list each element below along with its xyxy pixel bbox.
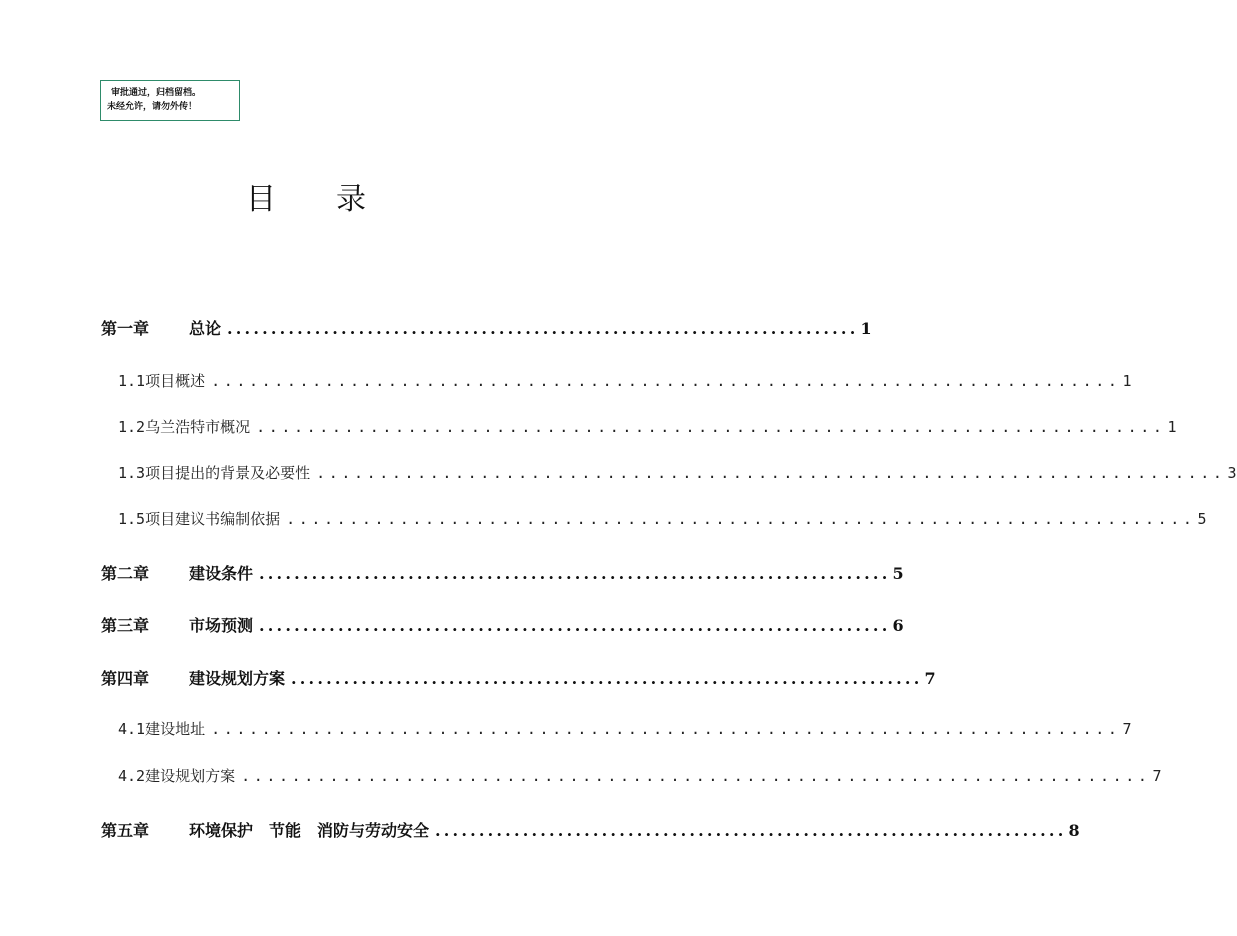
toc-entry-section-1-2[interactable] (118, 416, 1177, 437)
dot-leader: ........................................................................ (211, 372, 1121, 390)
chapter-title: 建设条件 (189, 564, 254, 583)
page-number: 5 (892, 564, 904, 583)
toc-entry-chapter-1[interactable] (101, 316, 872, 339)
toc-entry-chapter-2[interactable] (101, 561, 904, 584)
section-title: 1.1项目概述 (118, 372, 206, 390)
stamp-line-2: 未经允许，请勿外传！ (107, 102, 198, 112)
chapter-number: 第一章 (101, 319, 150, 338)
dot-leader: ........................................................................ (241, 767, 1151, 785)
toc-entry-section-1-5[interactable] (118, 508, 1207, 529)
dot-leader: ........................................................................ (291, 669, 923, 688)
dot-leader: ........................................................................ (286, 510, 1196, 528)
toc-entry-chapter-3[interactable] (101, 613, 904, 636)
section-title: 1.2乌兰浩特市概况 (118, 418, 251, 436)
toc-entry-section-1-1[interactable] (118, 370, 1132, 391)
page-number: 1 (1122, 372, 1132, 390)
chapter-title: 环境保护 节能 消防与劳动安全 (189, 821, 430, 840)
page-number: 1 (860, 319, 872, 338)
toc-entry-section-1-3[interactable] (118, 462, 1237, 483)
toc-entry-section-4-2[interactable] (118, 765, 1162, 786)
dot-leader: ........................................................................ (435, 821, 1067, 840)
toc-title: 目录 (246, 182, 426, 217)
toc-entry-chapter-4[interactable] (101, 666, 936, 689)
chapter-number: 第五章 (101, 821, 150, 840)
page-number: 7 (1152, 767, 1162, 785)
chapter-title: 建设规划方案 (189, 669, 286, 688)
page-number: 5 (1197, 510, 1207, 528)
section-title: 4.2建设规划方案 (118, 767, 236, 785)
page-number: 3 (1227, 464, 1237, 482)
chapter-number: 第二章 (101, 564, 150, 583)
stamp-line-1: 审批通过，归档留档。 (111, 88, 202, 98)
section-title: 1.5项目建议书编制依据 (118, 510, 281, 528)
dot-leader: ........................................................................ (259, 564, 891, 583)
toc-entry-section-4-1[interactable] (118, 718, 1132, 739)
dot-leader: ........................................................................ (211, 720, 1121, 738)
chapter-title: 总论 (189, 319, 222, 338)
approval-stamp (100, 80, 240, 121)
section-title: 1.3项目提出的背景及必要性 (118, 464, 311, 482)
chapter-number: 第四章 (101, 669, 150, 688)
toc-entry-chapter-5[interactable] (101, 818, 1080, 841)
page-number: 7 (1122, 720, 1132, 738)
page-number: 8 (1068, 821, 1080, 840)
page-number: 6 (892, 616, 904, 635)
chapter-title: 市场预测 (189, 616, 254, 635)
section-title: 4.1建设地址 (118, 720, 206, 738)
dot-leader: ........................................................................ (316, 464, 1226, 482)
dot-leader: ........................................................................ (259, 616, 891, 635)
page-number: 1 (1167, 418, 1177, 436)
page-number: 7 (924, 669, 936, 688)
dot-leader: ........................................................................ (256, 418, 1166, 436)
chapter-number: 第三章 (101, 616, 150, 635)
dot-leader: ........................................................................ (227, 319, 859, 338)
